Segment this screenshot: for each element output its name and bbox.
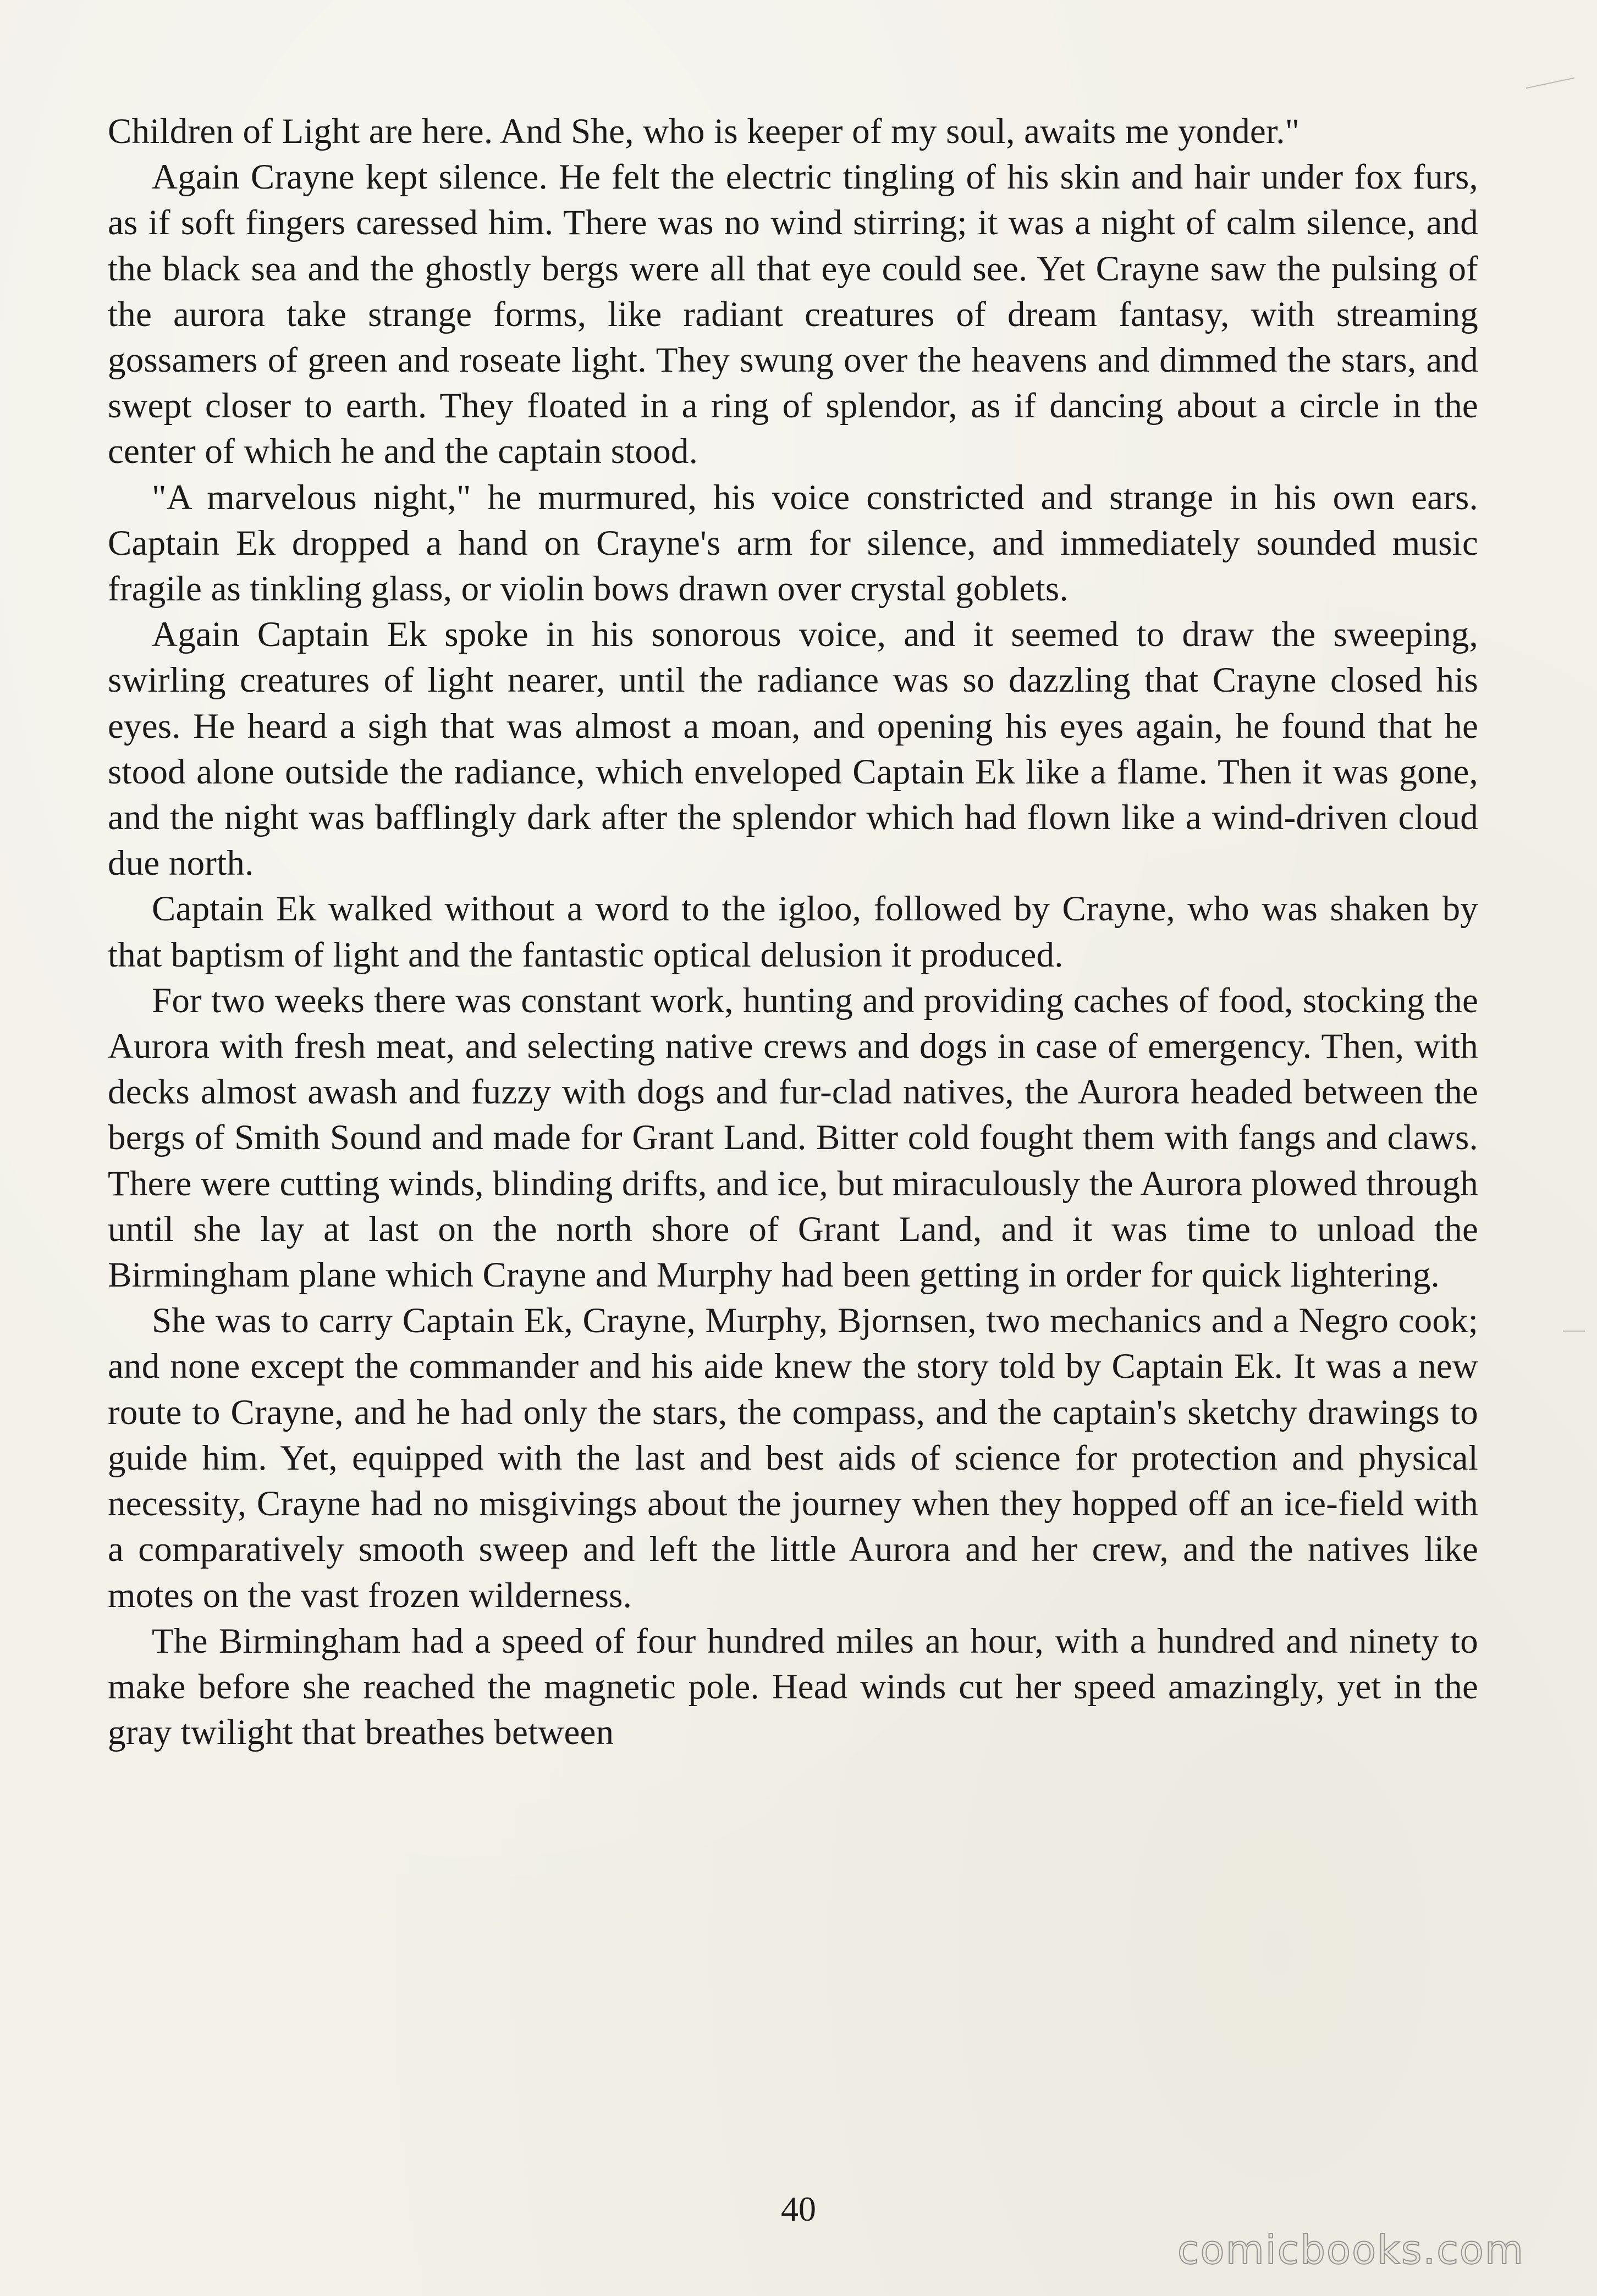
body-text — [108, 109, 1478, 1756]
paragraph: For two weeks there was constant work, hunting and providing caches of food, stocking the Aurora with fresh meat, and selecting native crews and dogs in case of emergency. Then, with decks almost awash and fuzzy with dogs and fur-clad natives, the Aurora headed between the bergs of Smith Sound and made for Grant Land. Bitter cold fought them with fangs and claws. There were cutting winds, blinding drifts, and ice, but miraculously the Aurora plowed through until she lay at last on the north shore of Grant Land, and it was time to unload the Birmingham plane which Crayne and Murphy had been getting in order for quick lightering. — [108, 980, 1478, 1295]
scan-mark — [1563, 1331, 1585, 1332]
paragraph: Children of Light are here. And She, who is keeper of my soul, awaits me yonder." — [108, 112, 1300, 151]
scan-mark — [1526, 78, 1574, 89]
paragraph: She was to carry Captain Ek, Crayne, Murphy, Bjornsen, two mechanics and a Negro cook; and none except the commander and his aide knew the story told by Captain Ek. It was a new route to Crayne, and he had only the stars, the compass, and the captain's sketchy drawings to guide him. Yet, equipped with the last and best aids of science for protection and physical necessity, Crayne had no misgivings about the journey when they hopped off an ice-field with a comparatively smooth sweep and left the little Aurora and her crew, and the natives like motes on the vast frozen wilderness. — [108, 1301, 1478, 1615]
paragraph: Captain Ek walked without a word to the igloo, followed by Crayne, who was shaken by that baptism of light and the fantastic optical delusion it produced. — [108, 889, 1478, 975]
page-number: 40 — [781, 2189, 816, 2228]
paragraph: The Birmingham had a speed of four hundred miles an hour, with a hundred and ninety to make before she reached the magnetic pole. Head winds cut her speed amazingly, yet in the gray twilight that breathes between — [108, 1621, 1478, 1753]
paragraph: Again Captain Ek spoke in his sonorous voice, and it seemed to draw the sweeping, swirling creatures of light nearer, until the radiance was so dazzling that Crayne closed his eyes. He heard a sigh that was almost a moan, and opening his eyes again, he found that he stood alone outside the radiance, which enveloped Captain Ek like a flame. Then it was gone, and the night was bafflingly dark after the splendor which had flown like a wind-driven cloud due north. — [108, 615, 1478, 884]
watermark: comicbooks.com — [1177, 2227, 1524, 2273]
paragraph: "A marvelous night," he murmured, his voice constricted and strange in his own ears. Captain Ek dropped a hand on Crayne's arm for silence, and immediately sounded music fragile as tinkling glass, or violin bows drawn over crystal goblets. — [108, 477, 1478, 609]
paragraph: Again Crayne kept silence. He felt the electric tingling of his skin and hair under fox furs, as if soft fingers caressed him. There was no wind stirring; it was a night of calm silence, and the black sea and the ghostly bergs were all that eye could see. Yet Crayne saw the pulsing of the aurora take strange forms, like radiant creatures of dream fantasy, with streaming gossamers of green and roseate light. They swung over the heavens and dimmed the stars, and swept closer to earth. They floated in a ring of splendor, as if dancing about a circle in the center of which he and the captain stood. — [108, 157, 1478, 472]
